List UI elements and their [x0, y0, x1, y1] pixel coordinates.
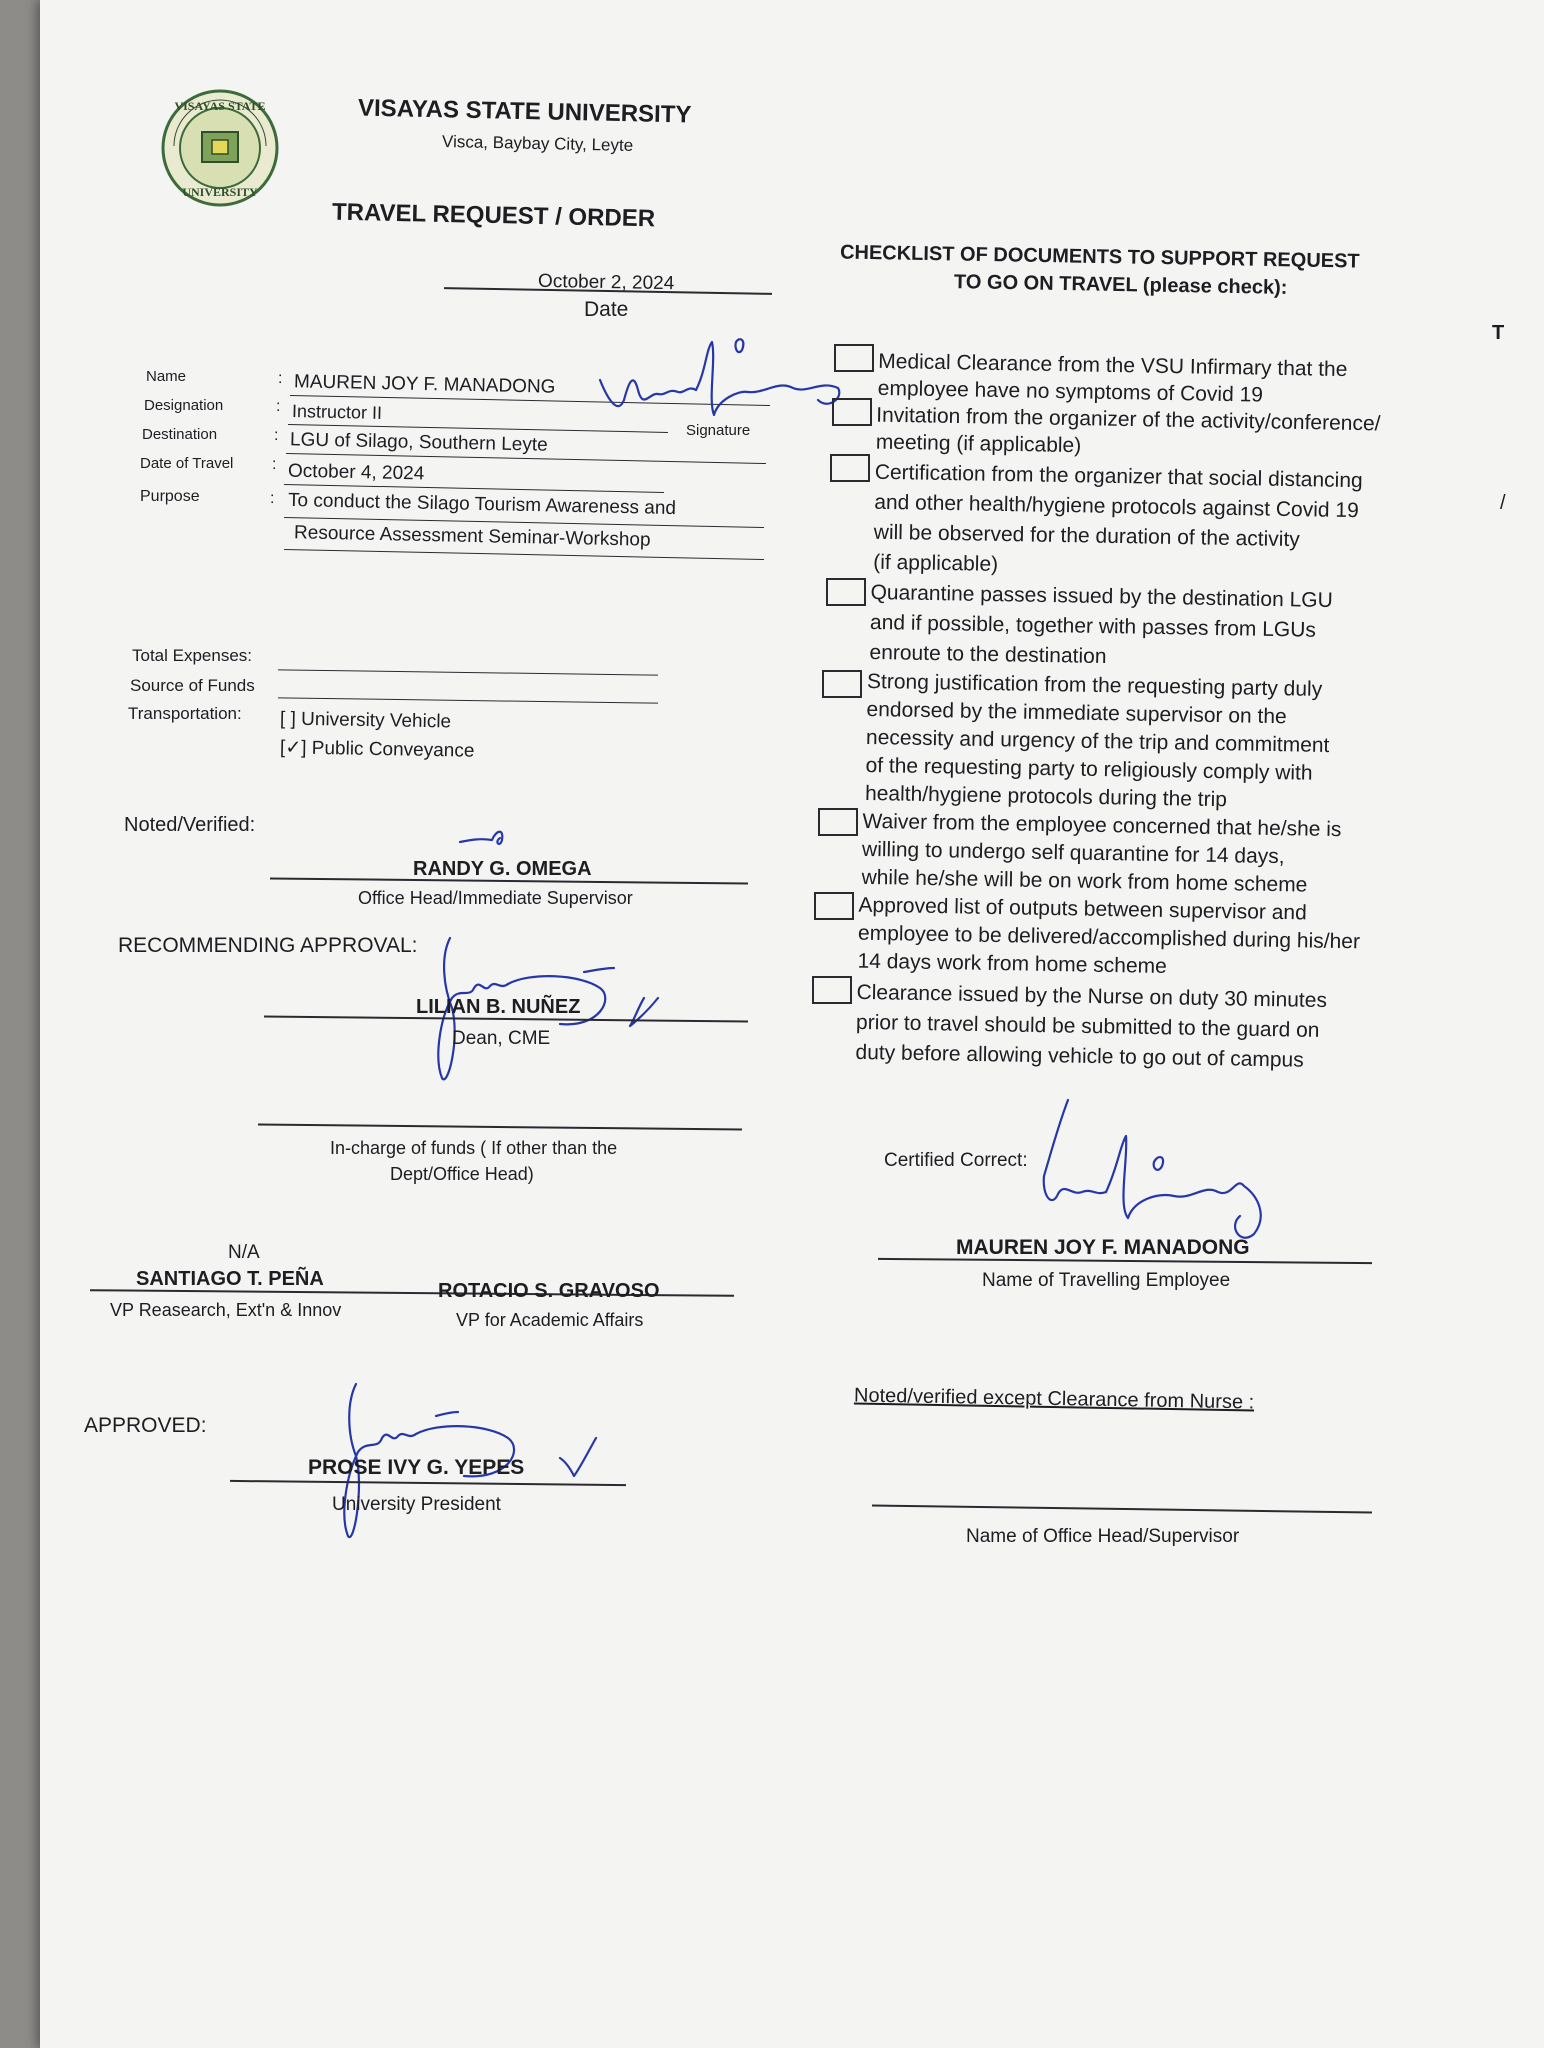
recommending-approval-label: RECOMMENDING APPROVAL:: [118, 934, 418, 957]
travelling-employee-signature: [978, 1096, 1278, 1256]
purpose-line-1: To conduct the Silago Tourism Awareness and: [287, 489, 677, 520]
funds-incharge-title-line-1: In-charge of funds ( If other than the: [330, 1138, 618, 1158]
form-title: TRAVEL REQUEST / ORDER: [331, 198, 656, 233]
nurse-note-signature-line: [872, 1505, 1372, 1514]
designation-value: Instructor II: [291, 401, 383, 423]
transportation-label: Transportation:: [128, 704, 242, 723]
destination-label: Destination: [142, 426, 218, 443]
university-name: VISAYAS STATE UNIVERSITY: [357, 94, 692, 129]
colon: :: [274, 427, 279, 444]
checklist-checkbox[interactable]: [818, 808, 858, 836]
vp-research-title: VP Reasearch, Ext'n & Innov: [110, 1300, 342, 1320]
checklist-item: Quarantine passes issued by the destination LGU and if possible, together with passes from LGUs enroute to the destination: [869, 580, 1333, 669]
checklist-item: Strong justification from the requesting party duly endorsed by the immediate supervisor on the necessity and urgency of the trip and commitment of the requesting party to religiously comply with health/hygiene protocols during the trip: [864, 669, 1330, 812]
checklist-checkbox[interactable]: [826, 578, 866, 606]
president-name: PROSE IVY G. YEPES: [308, 1456, 525, 1479]
vp-research-name: SANTIAGO T. PEÑA: [136, 1268, 324, 1290]
transport-option-university-vehicle: [280, 709, 451, 734]
university-address: Visca, Baybay City, Leyte: [441, 132, 634, 155]
purpose-label: Purpose: [140, 488, 200, 505]
name-value: MAUREN JOY F. MANADONG: [293, 371, 556, 398]
checklist-item: Approved list of outputs between supervisor and employee to be delivered/accomplished during his/her 14 days work from home scheme: [857, 893, 1361, 979]
certified-correct-label: Certified Correct:: [884, 1150, 1028, 1171]
svg-text:VISAYAS STATE: VISAYAS STATE: [174, 99, 266, 113]
checklist-title-line-2: TO GO ON TRAVEL (please check):: [953, 271, 1288, 299]
checkbox-mark: [ ]: [279, 708, 297, 730]
checklist-item: Clearance issued by the Nurse on duty 30 minutes prior to travel should be submitted to the guard on duty before allowing vehicle to go out of campus: [855, 980, 1328, 1072]
noted-name: RANDY G. OMEGA: [413, 858, 592, 880]
certified-name: MAUREN JOY F. MANADONG: [956, 1236, 1250, 1259]
vp-academic-title: VP for Academic Affairs: [456, 1310, 644, 1330]
noted-title: Office Head/Immediate Supervisor: [358, 888, 633, 908]
total-expenses-line: [278, 669, 658, 675]
vp-research-note: N/A: [228, 1242, 260, 1263]
option-label: University Vehicle: [300, 708, 452, 733]
checklist-checkbox[interactable]: [822, 670, 862, 698]
svg-text:UNIVERSITY: UNIVERSITY: [182, 185, 258, 199]
name-label: Name: [146, 368, 187, 385]
date-value: October 2, 2024: [537, 270, 675, 295]
university-seal-logo: [160, 88, 280, 208]
approved-label: APPROVED:: [84, 1414, 207, 1437]
source-of-funds-label: Source of Funds: [130, 676, 255, 695]
colon: :: [270, 490, 275, 507]
recommending-name: LILIAN B. NUÑEZ: [416, 996, 581, 1018]
funds-incharge-line: [258, 1123, 742, 1130]
edge-mark: /: [1500, 492, 1506, 514]
transport-option-public-conveyance: [280, 736, 475, 762]
checklist-item: Medical Clearance from the VSU Infirmary that the employee have no symptoms of Covid 19: [877, 349, 1348, 407]
date-of-travel-value: October 4, 2024: [287, 460, 425, 485]
checklist-checkbox[interactable]: [830, 454, 870, 482]
edge-mark: T: [1492, 322, 1505, 344]
certified-title: Name of Travelling Employee: [982, 1270, 1231, 1291]
checklist-checkbox[interactable]: [812, 976, 852, 1004]
colon: :: [278, 370, 283, 387]
checklist-checkbox[interactable]: [814, 892, 854, 920]
designation-label: Designation: [144, 397, 224, 414]
destination-value: LGU of Silago, Southern Leyte: [289, 429, 548, 456]
requester-signature: [588, 330, 848, 440]
nurse-note-label: Noted/verified except Clearance from Nurse :: [853, 1384, 1255, 1414]
checklist-checkbox[interactable]: [832, 398, 872, 426]
colon: :: [272, 456, 277, 473]
purpose-line-2: Resource Assessment Seminar-Workshop: [293, 522, 651, 551]
funds-incharge-title-line-2: Dept/Office Head): [390, 1164, 534, 1184]
noted-initial-signature: [456, 822, 516, 852]
checkbox-mark: [✓]: [279, 737, 307, 759]
source-of-funds-line: [278, 697, 658, 703]
option-label: Public Conveyance: [311, 737, 475, 762]
total-expenses-label: Total Expenses:: [132, 646, 253, 665]
signature-label: Signature: [686, 422, 751, 439]
checklist-item: Invitation from the organizer of the activity/conference/ meeting (if applicable): [875, 403, 1381, 458]
date-label: Date: [584, 298, 629, 321]
vp-academic-name: ROTACIO S. GRAVOSO: [438, 1280, 660, 1302]
checklist-title-line-1: CHECKLIST OF DOCUMENTS TO SUPPORT REQUEST: [839, 241, 1360, 273]
date-of-travel-label: Date of Travel: [140, 455, 234, 472]
president-title: University President: [332, 1494, 501, 1515]
document-page: [40, 0, 1544, 2048]
noted-verified-label: Noted/Verified:: [124, 814, 256, 836]
colon: :: [276, 398, 281, 415]
checklist-checkbox[interactable]: [834, 344, 874, 372]
checklist-item: Waiver from the employee concerned that he/she is willing to undergo self quarantine for 14 days, while he/she will be on work from home scheme: [861, 809, 1342, 897]
checklist-item: Certification from the organizer that social distancing and other health/hygiene protocols against Covid 19 will be observed for the duration of the activity (if applicable): [873, 460, 1363, 576]
purpose-underline-2: [284, 549, 764, 560]
recommending-title: Dean, CME: [452, 1028, 551, 1049]
nurse-note-title: Name of Office Head/Supervisor: [966, 1526, 1240, 1547]
